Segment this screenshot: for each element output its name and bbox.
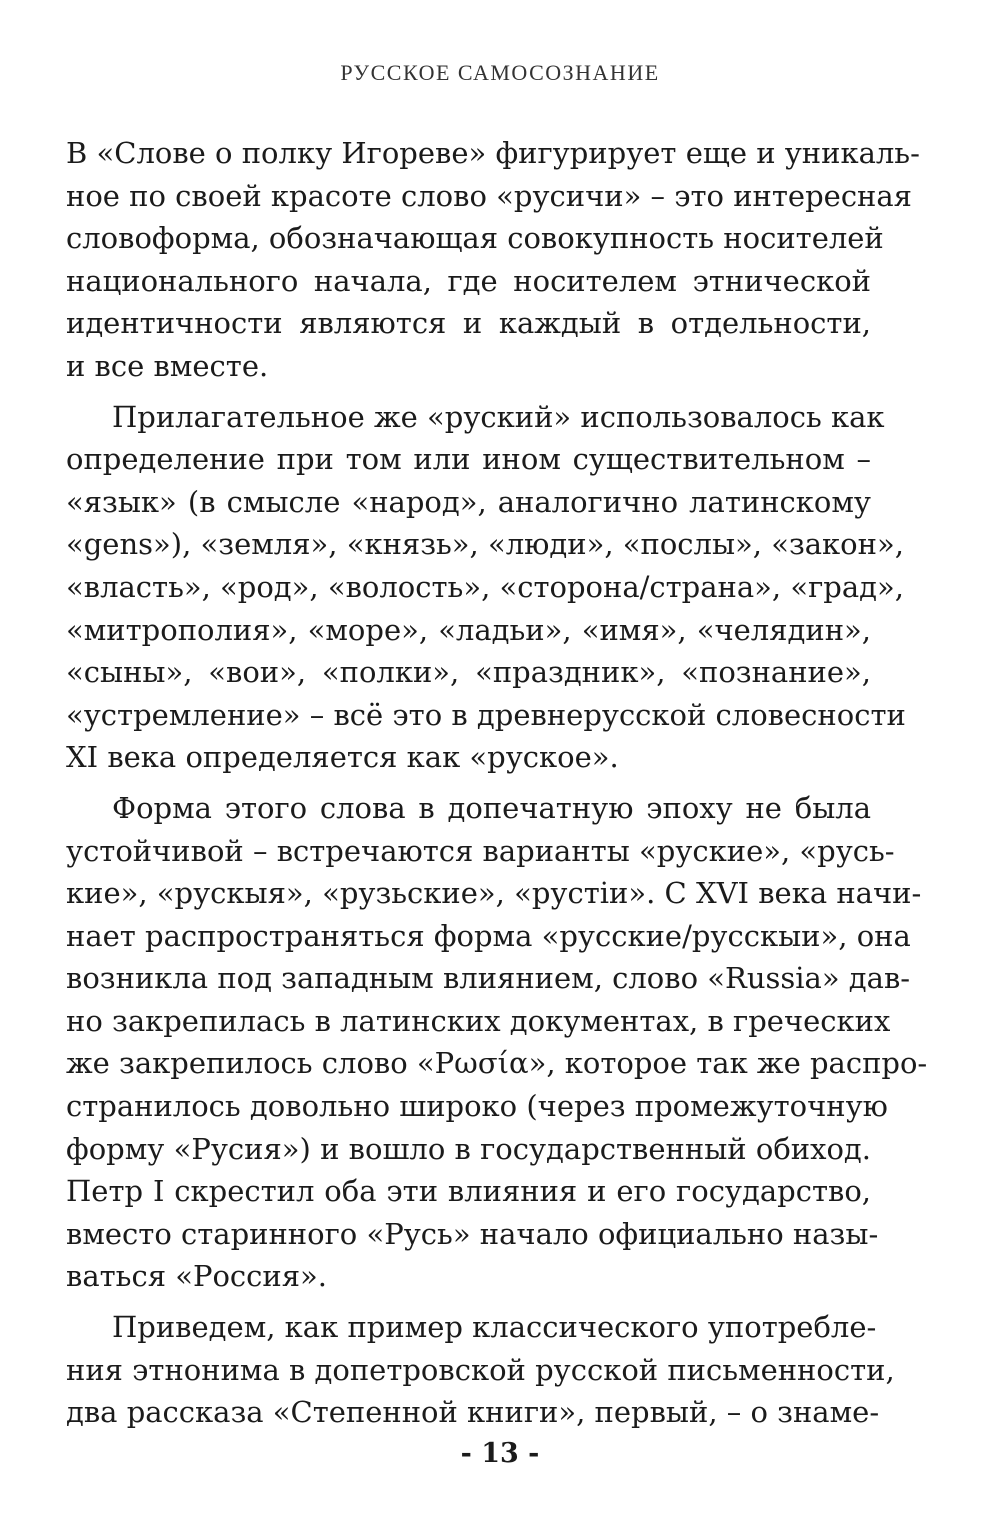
- running-header: РУССКОЕ САМОСОЗНАНИЕ: [340, 60, 660, 85]
- paragraph: [66, 396, 906, 779]
- text-line: определение при том или ином существительном –: [66, 442, 871, 477]
- text-line: ния этнонима в допетровской русской письменности,: [66, 1352, 895, 1387]
- text-line: национального начала, где носителем этнической: [66, 263, 871, 298]
- text-line: «власть», «род», «волость», «сторона/страна», «град»,: [66, 569, 904, 604]
- paragraph: [66, 132, 920, 388]
- paragraph: [66, 787, 928, 1298]
- text-line: «митрополия», «море», «ладьи», «имя», «челядин»,: [66, 612, 871, 647]
- text-line: нает распространяться форма «русские/русскыи», она: [66, 918, 911, 953]
- text-line: устойчивой – встречаются варианты «руские», «русь-: [66, 833, 895, 868]
- text-line: возникла под западным влиянием, слово «Russia» дав-: [66, 961, 911, 996]
- paragraph-gap: [66, 1298, 871, 1306]
- text-line: и все вместе.: [66, 348, 269, 383]
- text-line: ваться «Россия».: [66, 1259, 327, 1294]
- text-line: же закрепилось слово «Ρωσία», которое так же распро-: [66, 1046, 928, 1081]
- text-line: Приведем, как пример классического употребле-: [112, 1310, 877, 1345]
- text-line: словоформа, обозначающая совокупность носителей: [66, 221, 884, 256]
- text-line: «устремление» – всё это в древнерусской словесности: [66, 697, 906, 732]
- paragraph-gap: [66, 779, 871, 787]
- text-line: Петр I скрестил оба эти влияния и его государство,: [66, 1174, 871, 1209]
- text-line: странилось довольно широко (через промежуточную: [66, 1089, 888, 1124]
- text-line: идентичности являются и каждый в отдельности,: [66, 306, 871, 341]
- body-text: [66, 132, 928, 1434]
- text-line: «gens»), «земля», «князь», «люди», «послы», «закон»,: [66, 527, 904, 562]
- text-line: но закрепилась в латинских документах, в греческих: [66, 1003, 891, 1038]
- text-line: XI века определяется как «руское».: [66, 740, 619, 775]
- text-line: ное по своей красоте слово «русичи» – это интересная: [66, 178, 912, 213]
- text-line: два рассказа «Степенной книги», первый, – о знаме-: [66, 1395, 880, 1430]
- text-line: «сыны», «вои», «полки», «праздник», «познание»,: [66, 655, 871, 690]
- text-line: «язык» (в смысле «народ», аналогично латинскому: [66, 484, 871, 519]
- paragraph-gap: [66, 388, 871, 396]
- text-line: форму «Русия») и вошло в государственный обиход.: [66, 1131, 871, 1166]
- text-line: кие», «рускыя», «рузьские», «рустіи». С XVI века начи-: [66, 876, 922, 911]
- text-line: В «Слове о полку Игореве» фигурирует еще и уникаль-: [66, 136, 920, 170]
- text-line: вместо старинного «Русь» начало официально назы-: [66, 1216, 879, 1251]
- page-number: - 13 -: [460, 1438, 540, 1469]
- text-line: Форма этого слова в допечатную эпоху не была: [112, 790, 871, 825]
- paragraph: [66, 1306, 895, 1434]
- text-line: Прилагательное же «руский» использовалось как: [112, 399, 885, 434]
